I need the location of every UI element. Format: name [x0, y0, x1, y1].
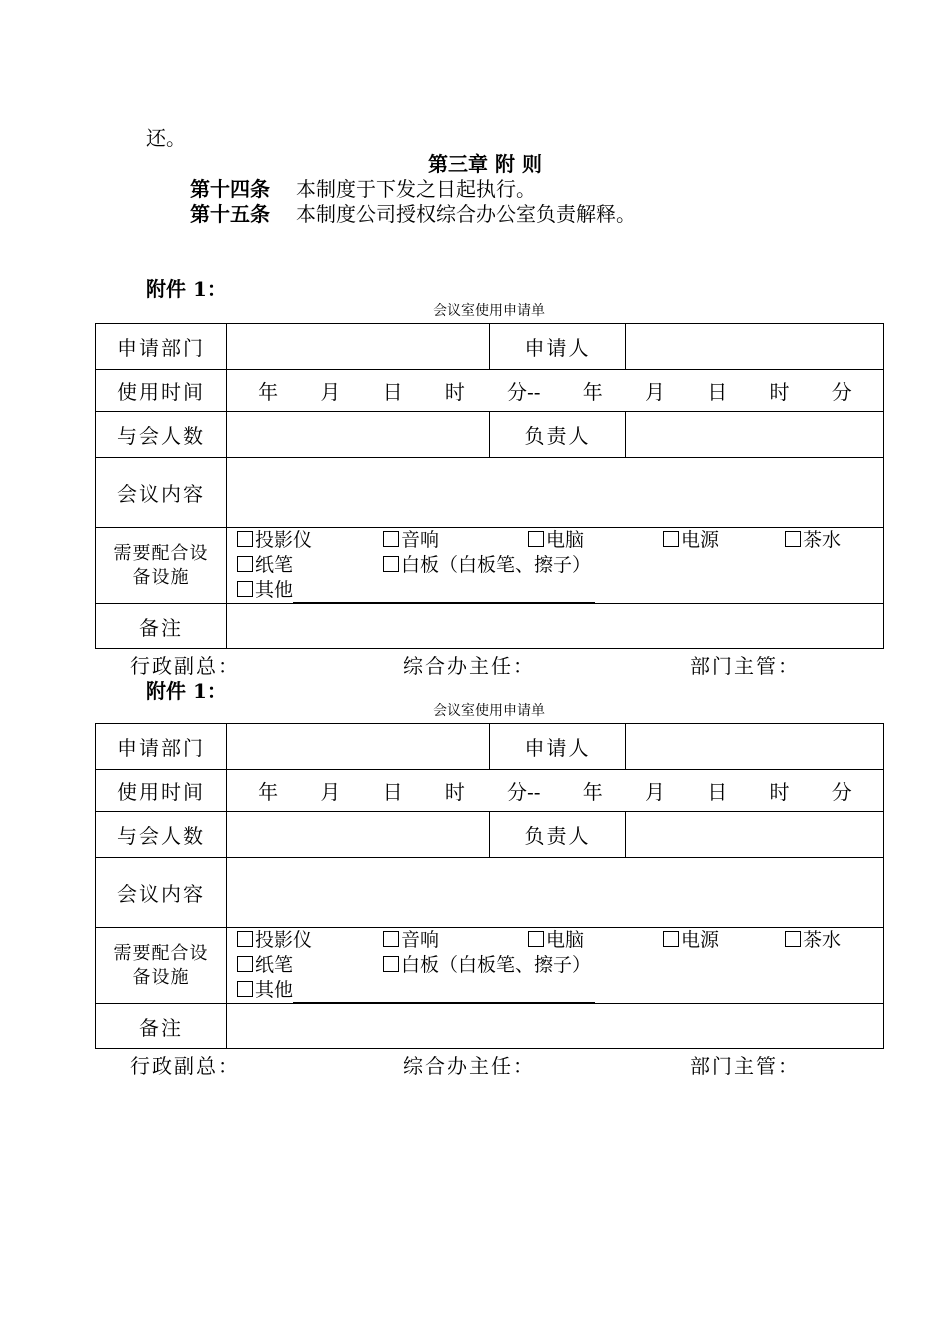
checkbox-icon[interactable] — [237, 581, 253, 597]
attendees-field[interactable] — [227, 812, 490, 858]
equipment-option[interactable]: 纸笔 — [237, 953, 383, 978]
time-unit: 分 — [831, 380, 852, 404]
time-unit: 分-- — [507, 380, 541, 404]
responsible-field[interactable] — [626, 412, 884, 458]
checkbox-icon[interactable] — [663, 531, 679, 547]
equipment-option[interactable]: 白板（白板笔、擦子） — [383, 553, 591, 578]
time-field[interactable] — [227, 370, 884, 412]
checkbox-icon[interactable] — [383, 556, 399, 572]
other-input-line[interactable] — [293, 584, 595, 603]
time-unit: 时 — [444, 380, 465, 404]
equipment-options — [227, 928, 884, 1004]
responsible-field[interactable] — [626, 812, 884, 858]
signature-office-director: 综合办主任： — [403, 654, 535, 678]
signature-dept-head: 部门主管： — [690, 1054, 800, 1078]
application-table — [95, 323, 884, 649]
attendees-field[interactable] — [227, 412, 490, 458]
equipment-label — [96, 528, 227, 604]
equipment-option[interactable]: 纸笔 — [237, 553, 383, 578]
chapter-title: 第三章 附 则 — [428, 152, 542, 176]
article-text: 本制度于下发之日起执行。 — [296, 177, 536, 201]
attachment-label: 附件 1： — [146, 277, 227, 301]
equipment-option[interactable]: 电脑 — [528, 928, 663, 953]
dept-label: 申请部门 — [96, 324, 227, 370]
time-label: 使用时间 — [96, 370, 227, 412]
equipment-option[interactable]: 茶水 — [785, 928, 841, 953]
content-label: 会议内容 — [96, 458, 227, 528]
time-unit: 月 — [320, 780, 341, 804]
time-unit: 时 — [769, 380, 790, 404]
signature-vp-admin: 行政副总： — [130, 1054, 240, 1078]
checkbox-icon[interactable] — [383, 956, 399, 972]
applicant-field[interactable] — [626, 724, 884, 770]
checkbox-icon[interactable] — [237, 556, 253, 572]
article-number: 第十五条 — [190, 202, 270, 226]
responsible-label: 负责人 — [490, 412, 626, 458]
time-unit: 年 — [582, 780, 603, 804]
remarks-field[interactable] — [227, 1004, 884, 1049]
signature-vp-admin: 行政副总： — [130, 654, 240, 678]
time-unit: 分-- — [507, 780, 541, 804]
continuation-text: 还。 — [146, 126, 186, 150]
equipment-option[interactable]: 茶水 — [785, 528, 841, 553]
time-unit: 时 — [444, 780, 465, 804]
equipment-label — [96, 928, 227, 1004]
application-form — [95, 300, 883, 680]
equipment-option[interactable]: 电源 — [663, 928, 785, 953]
attendees-label: 与会人数 — [96, 812, 227, 858]
dept-field[interactable] — [227, 724, 490, 770]
form-caption: 会议室使用申请单 — [433, 303, 545, 319]
time-label: 使用时间 — [96, 770, 227, 812]
signature-office-director: 综合办主任： — [403, 1054, 535, 1078]
checkbox-icon[interactable] — [237, 931, 253, 947]
time-unit: 月 — [645, 780, 666, 804]
equipment-option[interactable]: 电源 — [663, 528, 785, 553]
time-unit: 年 — [258, 380, 279, 404]
other-input-line[interactable] — [293, 984, 595, 1003]
time-field[interactable] — [227, 770, 884, 812]
time-unit: 日 — [382, 380, 403, 404]
equipment-label-line2: 备设施 — [132, 966, 190, 988]
applicant-label: 申请人 — [490, 724, 626, 770]
article-text: 本制度公司授权综合办公室负责解释。 — [296, 202, 636, 226]
equipment-option[interactable]: 投影仪 — [237, 928, 383, 953]
dept-label: 申请部门 — [96, 724, 227, 770]
time-unit: 日 — [382, 780, 403, 804]
equipment-option[interactable]: 其他 — [237, 578, 595, 603]
article-15 — [190, 198, 636, 227]
checkbox-icon[interactable] — [237, 981, 253, 997]
time-unit: 年 — [258, 780, 279, 804]
remarks-field[interactable] — [227, 604, 884, 649]
time-unit: 日 — [707, 780, 728, 804]
applicant-label: 申请人 — [490, 324, 626, 370]
article-number: 第十四条 — [190, 177, 270, 201]
equipment-option[interactable]: 音响 — [383, 928, 528, 953]
equipment-options — [227, 528, 884, 604]
content-field[interactable] — [227, 458, 884, 528]
responsible-label: 负责人 — [490, 812, 626, 858]
checkbox-icon[interactable] — [663, 931, 679, 947]
checkbox-icon[interactable] — [528, 531, 544, 547]
application-form — [95, 700, 883, 1080]
time-unit: 时 — [769, 780, 790, 804]
time-unit: 月 — [645, 380, 666, 404]
attendees-label: 与会人数 — [96, 412, 227, 458]
checkbox-icon[interactable] — [785, 531, 801, 547]
remarks-label: 备注 — [96, 1004, 227, 1049]
content-field[interactable] — [227, 858, 884, 928]
applicant-field[interactable] — [626, 324, 884, 370]
signature-dept-head: 部门主管： — [690, 654, 800, 678]
equipment-option[interactable]: 电脑 — [528, 528, 663, 553]
equipment-label-line2: 备设施 — [132, 566, 190, 588]
checkbox-icon[interactable] — [237, 956, 253, 972]
checkbox-icon[interactable] — [528, 931, 544, 947]
application-table — [95, 723, 884, 1049]
time-unit: 年 — [582, 380, 603, 404]
equipment-option[interactable]: 白板（白板笔、擦子） — [383, 953, 591, 978]
form-caption: 会议室使用申请单 — [433, 703, 545, 719]
time-unit: 分 — [831, 780, 852, 804]
remarks-label: 备注 — [96, 604, 227, 649]
time-unit: 日 — [707, 380, 728, 404]
equipment-option[interactable]: 其他 — [237, 978, 595, 1003]
checkbox-icon[interactable] — [785, 931, 801, 947]
attachment-label: 附件 1： — [146, 679, 227, 703]
checkbox-icon[interactable] — [237, 531, 253, 547]
time-unit: 月 — [320, 380, 341, 404]
equipment-label-line1: 需要配合设 — [113, 942, 209, 964]
content-label: 会议内容 — [96, 858, 227, 928]
dept-field[interactable] — [227, 324, 490, 370]
checkbox-icon[interactable] — [383, 931, 399, 947]
equipment-label-line1: 需要配合设 — [113, 542, 209, 564]
equipment-option[interactable]: 投影仪 — [237, 528, 383, 553]
equipment-option[interactable]: 音响 — [383, 528, 528, 553]
checkbox-icon[interactable] — [383, 531, 399, 547]
